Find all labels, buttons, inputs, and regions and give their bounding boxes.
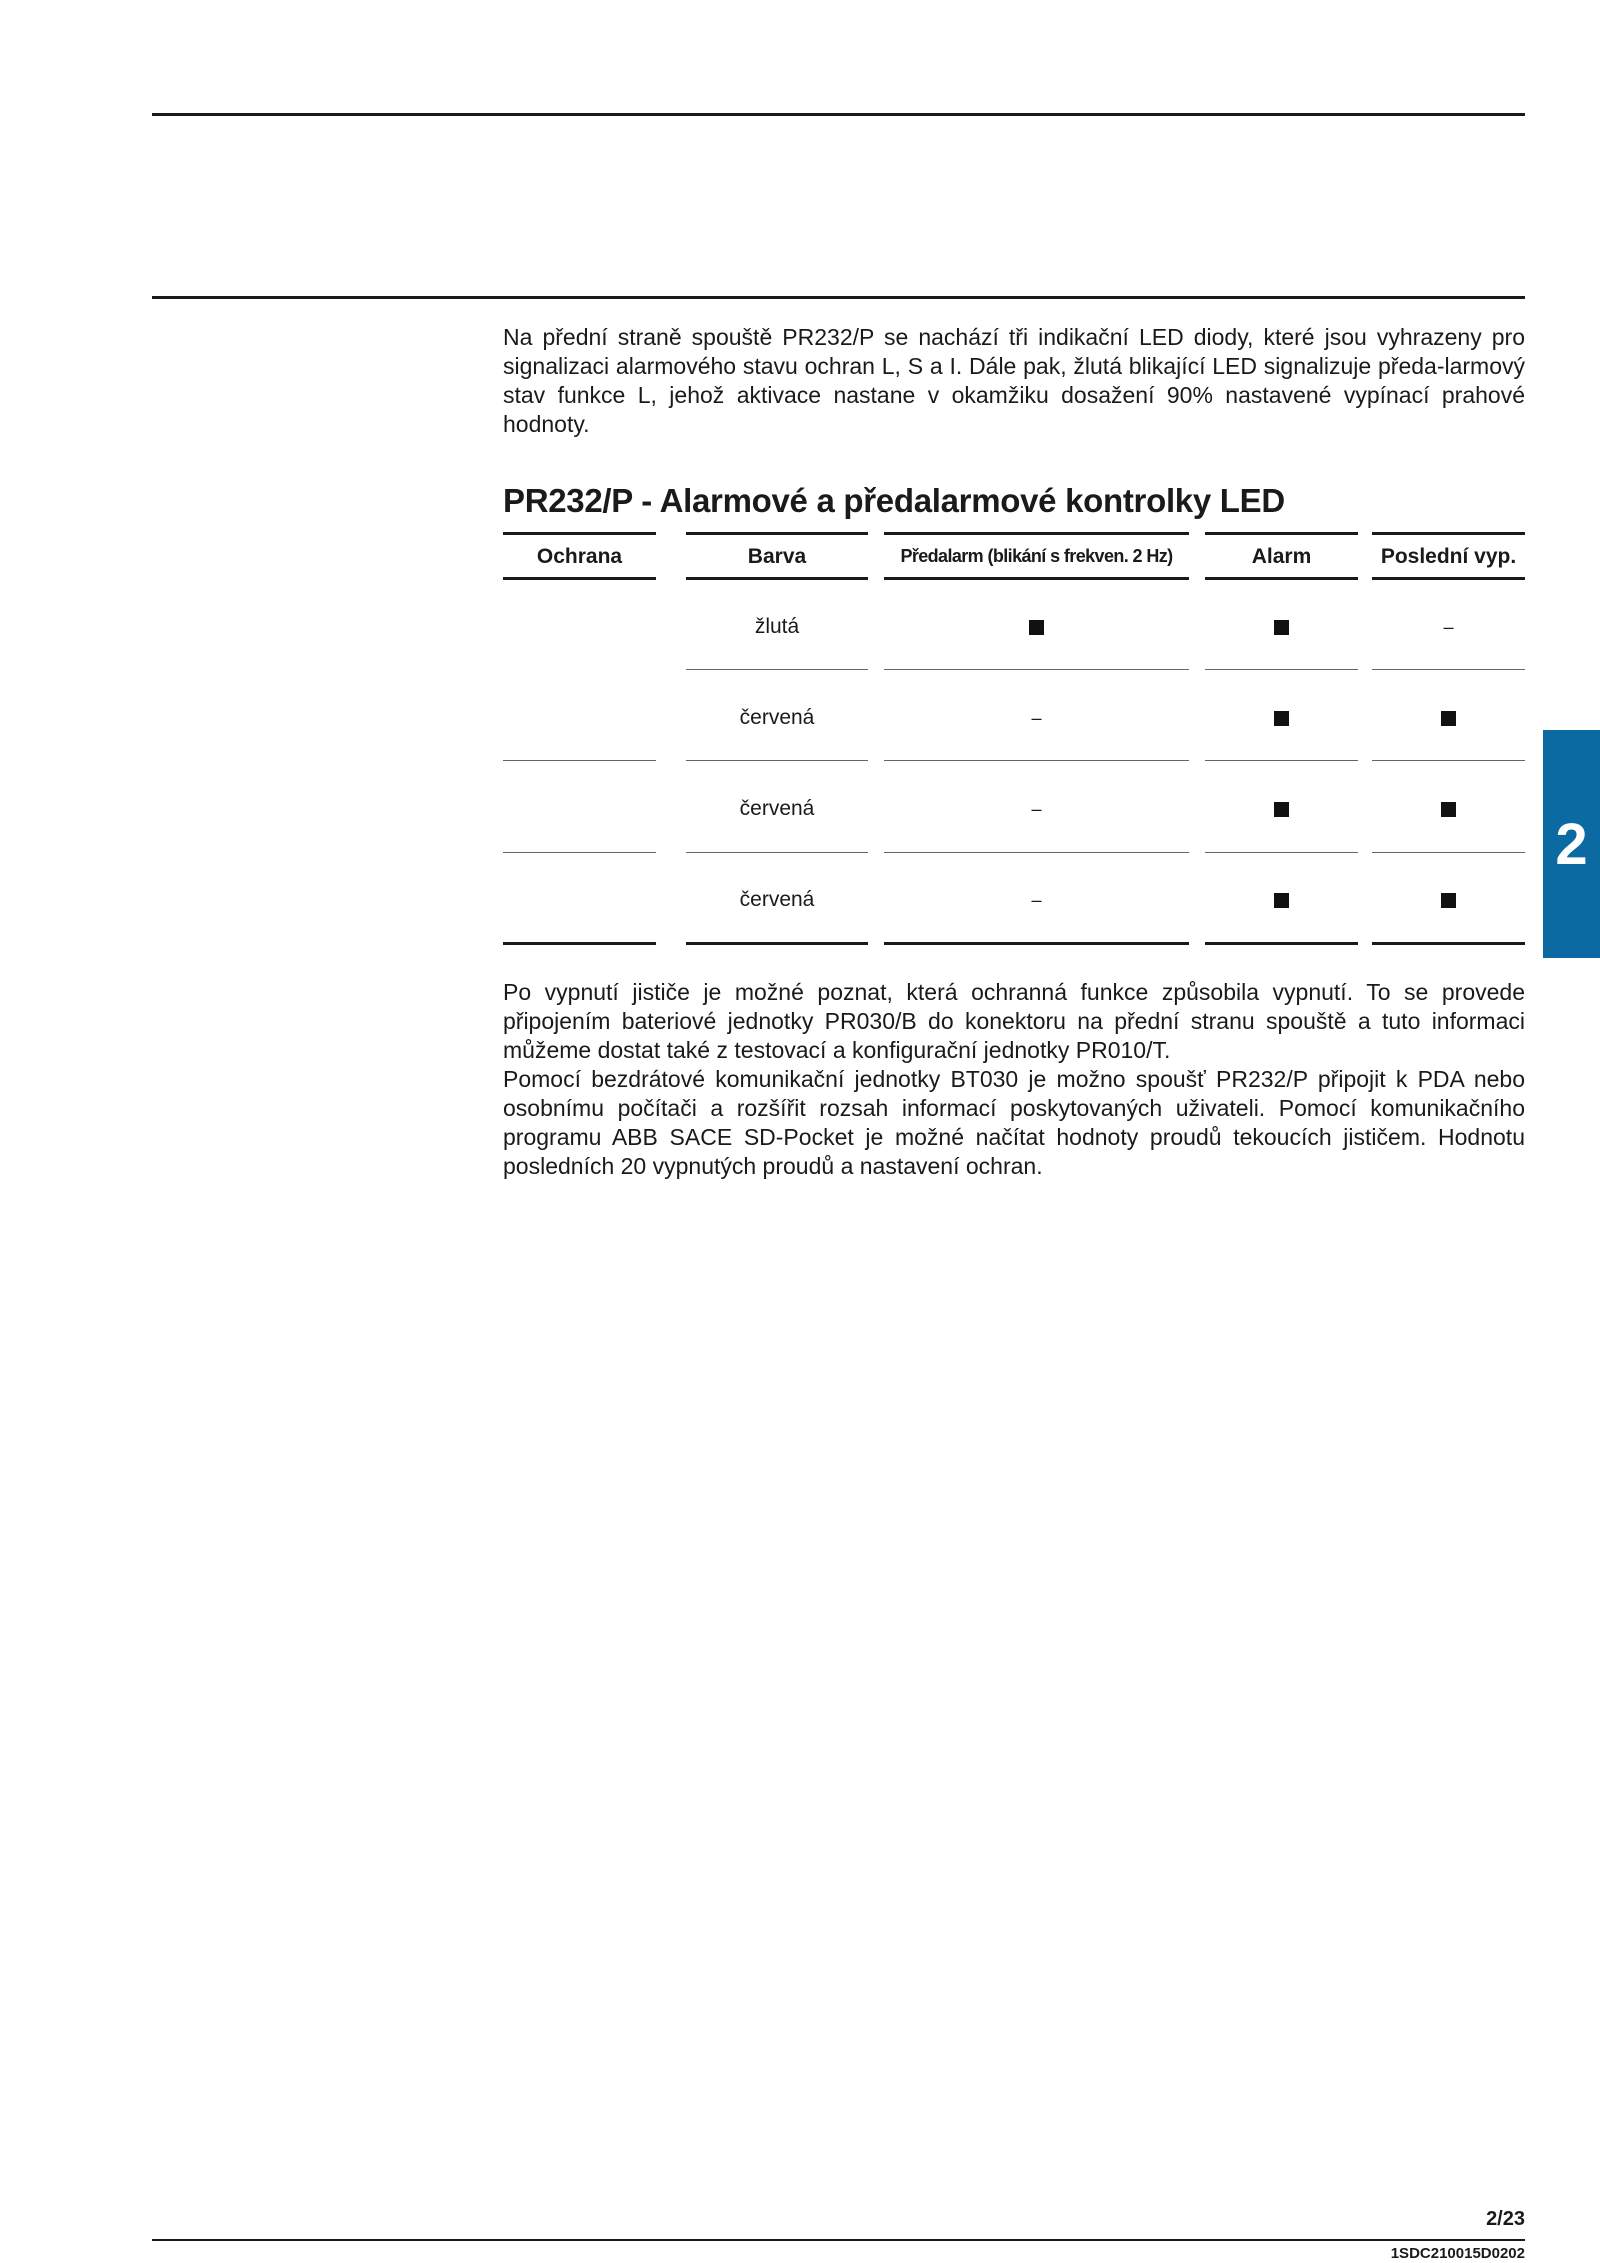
column-header-barva: Barva [747,544,807,568]
table-bottom-rule [503,942,656,945]
column-header-posledni-vyp: Poslední vyp. [1380,544,1517,568]
table-cell-predalarm [884,794,1189,824]
filled-square-icon [1441,711,1456,726]
filled-square-icon [1441,802,1456,817]
row-divider [686,760,868,761]
column-header-predalarm: Předalarm (blikání s frekven. 2 Hz) [900,546,1173,566]
row-divider [884,760,1189,761]
top-rule [152,113,1525,116]
table-bottom-rule [1372,942,1525,945]
column-header-ochrana: Ochrana [536,544,623,568]
row-divider [503,760,656,761]
page-number: 2/23 [1486,2208,1525,2230]
row-divider [884,852,1189,853]
table-header-bottom-rule [1372,577,1525,580]
table-bottom-rule [1205,942,1358,945]
row-divider [503,852,656,853]
table-cell-barva: červená [739,706,815,729]
filled-square-icon [1274,711,1289,726]
table-cell-posledni [1372,794,1525,824]
table-header-bottom-rule [884,577,1189,580]
row-divider [1372,760,1525,761]
header-rule [152,296,1525,299]
table-cell-predalarm [884,885,1189,915]
table-cell-alarm [1205,612,1358,642]
trip-info-paragraph: Po vypnutí jističe je možné poznat, která ochranná funkce způsobila vypnutí. To se provede připojením bateriové jednotky PR030/B do konektoru na přední stranu spouště a tuto informaci můžeme dostat také z testovací a konfigurační jednotky PR010/T. [503,979,1525,1063]
filled-square-icon [1274,893,1289,908]
dash-mark: – [1443,616,1454,637]
table-header-bottom-rule [503,577,656,580]
table-cell-posledni [1372,703,1525,733]
table-cell-alarm [1205,885,1358,915]
row-divider [1205,669,1358,670]
table-header-bottom-rule [686,577,868,580]
filled-square-icon [1441,893,1456,908]
filled-square-icon [1274,620,1289,635]
row-divider [1372,852,1525,853]
intro-paragraph: Na přední straně spouště PR232/P se nachází tři indikační LED diody, které jsou vyhrazeny pro signalizaci alarmového stavu ochran L, S a I. Dále pak, žlutá blikající LED signalizuje předa-larmový stav funkce L, jehož aktivace nastane v okamžiku dosažení 90% nastavené vypínací prahové hodnoty. [503,324,1525,437]
table-header-bottom-rule [1205,577,1358,580]
table-bottom-rule [884,942,1189,945]
table-cell-barva: žlutá [754,615,800,638]
table-cell-alarm [1205,703,1358,733]
table-cell-ochrana [503,794,656,824]
row-divider [1372,669,1525,670]
table-cell-barva: červená [739,797,815,820]
row-divider [1205,852,1358,853]
table-cell-ochrana [503,885,656,915]
table-cell-barva: červená [739,888,815,911]
footer-rule [152,2239,1525,2241]
table-bottom-rule [686,942,868,945]
filled-square-icon [1274,802,1289,817]
dash-mark: – [1031,707,1042,728]
row-divider [884,669,1189,670]
table-cell-posledni [1372,885,1525,915]
dash-mark: – [1031,798,1042,819]
bt030-paragraph: Pomocí bezdrátové komunikační jednotky BT030 je možno spoušť PR232/P připojit k PDA nebo osobnímu počítači a rozšířit rozsah informací poskytovaných uživateli. Pomocí komunikačního programu ABB SACE SD-Pocket je možné načítat hodnoty proudů tekoucích jističem. Hodnotu posledních 20 vypnutých proudů a nastavení ochran. [503,1066,1525,1179]
table-title: PR232/P - Alarmové a předalarmové kontrolky LED [503,482,1285,519]
chapter-tab: 2 [1543,730,1600,958]
table-cell-ochrana [503,703,656,733]
filled-square-icon [1029,620,1044,635]
dash-mark: – [1031,889,1042,910]
table-cell-predalarm [884,703,1189,733]
column-header-alarm: Alarm [1251,544,1312,568]
table-cell-alarm [1205,794,1358,824]
row-divider [686,852,868,853]
table-cell-posledni [1372,612,1525,642]
row-divider [1205,760,1358,761]
document-code: 1SDC210015D0202 [1390,2245,1525,2262]
row-divider [686,669,868,670]
table-cell-ochrana [503,612,656,642]
table-cell-predalarm [884,612,1189,642]
